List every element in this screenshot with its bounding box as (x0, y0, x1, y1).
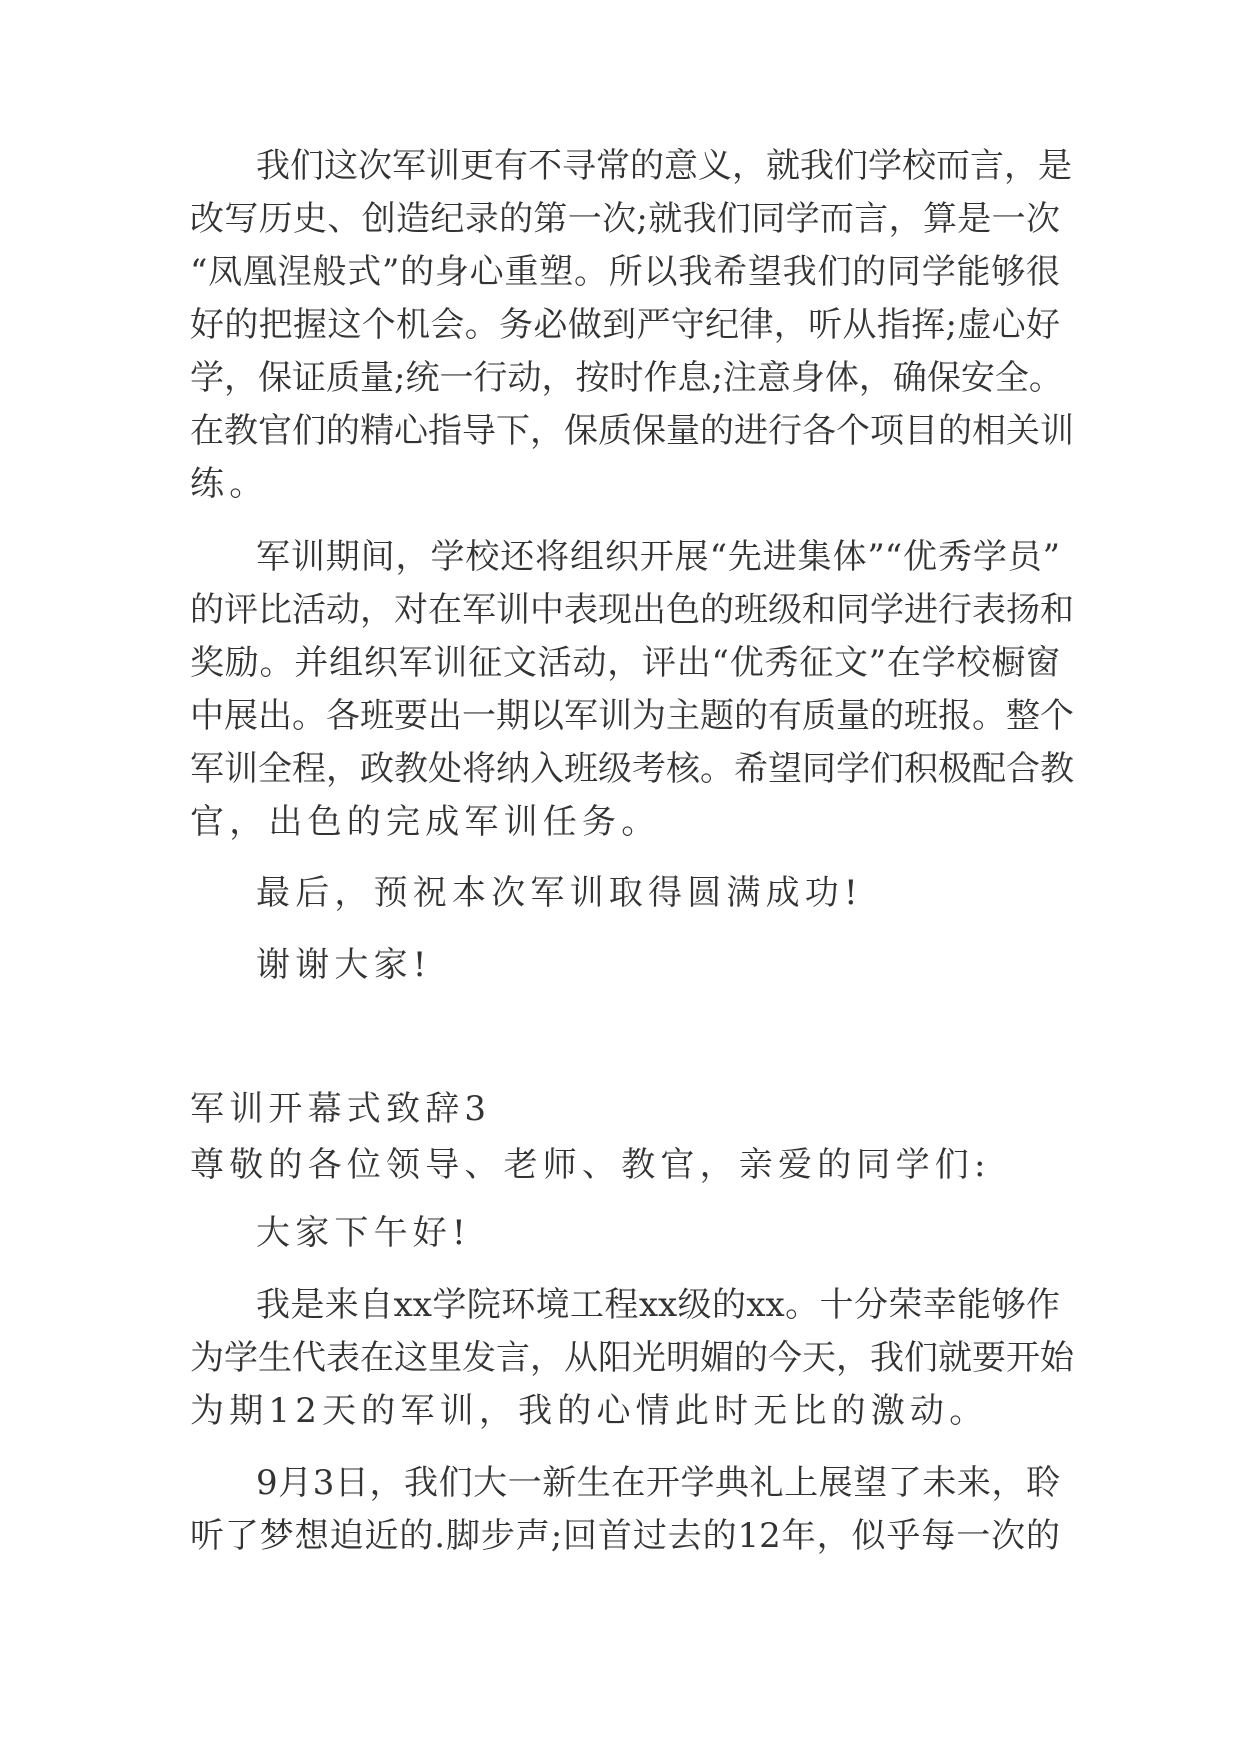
paragraph-line: 改写历史、创造纪录的第一次;就我们同学而言，算是一次 (190, 199, 1060, 239)
paragraph-line: 听了梦想迫近的.脚步声;回首过去的12年，似乎每一次的 (190, 1516, 1060, 1556)
paragraph-line: 在教官们的精心指导下，保质保量的进行各个项目的相关训 (190, 411, 1074, 451)
paragraph-line: 9月3日，我们大一新生在开学典礼上展望了未来，聆 (256, 1463, 1060, 1503)
paragraph-line: 我是来自xx学院环境工程xx级的xx。十分荣幸能够作 (256, 1285, 1060, 1325)
paragraph-line: 官，出色的完成军训任务。 (190, 802, 661, 842)
paragraph-line: 为期12天的军训，我的心情此时无比的激动。 (190, 1391, 989, 1431)
paragraph-line: “凤凰涅般式”的身心重塑。所以我希望我们的同学能够很 (190, 252, 1060, 292)
paragraph-line: 为学生代表在这里发言，从阳光明媚的今天，我们就要开始 (190, 1338, 1074, 1378)
salutation-line: 尊敬的各位领导、老师、教官，亲爱的同学们: (190, 1145, 991, 1185)
paragraph-line: 谢谢大家! (256, 945, 432, 985)
paragraph-line: 奖励。并组织军训征文活动，评出“优秀征文”在学校橱窗 (190, 643, 1060, 683)
paragraph-line: 中展出。各班要出一期以军训为主题的有质量的班报。整个 (190, 696, 1074, 736)
section-title: 军训开幕式致辞3 (190, 1089, 492, 1129)
paragraph-line: 学，保证质量;统一行动，按时作息;注意身体，确保安全。 (190, 358, 1063, 398)
paragraph-line: 练。 (190, 464, 269, 504)
paragraph-line: 我们这次军训更有不寻常的意义，就我们学校而言，是 (256, 146, 1072, 186)
paragraph-line: 的评比活动，对在军训中表现出色的班级和同学进行表扬和 (190, 590, 1074, 630)
paragraph-line: 最后，预祝本次军训取得圆满成功! (256, 873, 863, 913)
paragraph-line: 军训全程，政教处将纳入班级考核。希望同学们积极配合教 (190, 749, 1074, 789)
paragraph-line: 军训期间，学校还将组织开展“先进集体”“优秀学员” (256, 537, 1060, 577)
greeting-line: 大家下午好! (256, 1213, 471, 1253)
paragraph-line: 好的把握这个机会。务必做到严守纪律，听从指挥;虚心好 (190, 305, 1061, 345)
